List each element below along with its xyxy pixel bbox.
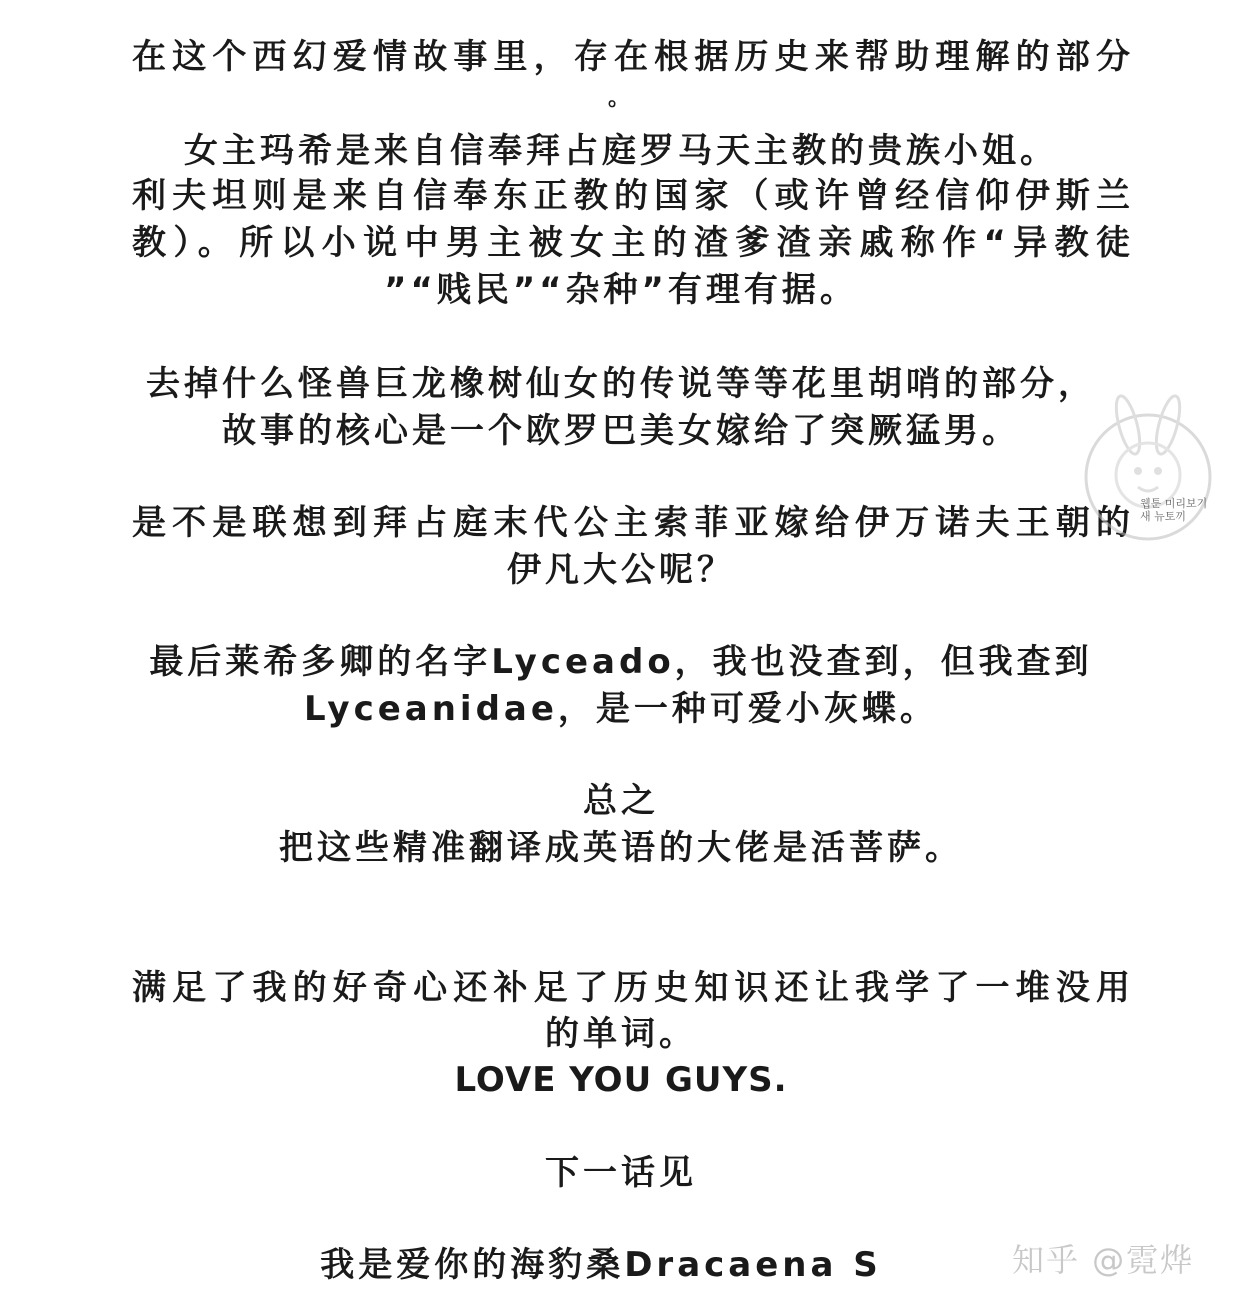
text-line-17: LOVE YOU GUYS. (454, 1060, 788, 1100)
watermark-logo-text (1140, 497, 1207, 523)
text-line-9: 是不是联想到拜占庭末代公主索菲亚嫁给伊万诺夫王朝的 (132, 503, 1132, 543)
text-line-16: 的单词。 (545, 1014, 697, 1054)
text-line-7: 去掉什么怪兽巨龙橡树仙女的传说等等花里胡哨的部分， (146, 364, 1096, 404)
text-line-19: 我是爱你的海豹桑Dracaena S (320, 1245, 882, 1285)
text-line-1: 在这个西幻爱情故事里，存在根据历史来帮助理解的部分 (132, 37, 1132, 77)
text-line-3: 女主玛希是来自信奉拜占庭罗马天主教的贵族小姐。 (184, 131, 1058, 171)
text-line-13: 总之 (583, 781, 659, 821)
text-line-15: 满足了我的好奇心还补足了历史知识还让我学了一堆没用 (132, 968, 1132, 1008)
watermark-logo-icon (1068, 385, 1228, 555)
text-line-2: 。 (607, 86, 634, 111)
text-line-4: 利夫坦则是来自信奉东正教的国家（或许曾经信仰伊斯兰 (132, 176, 1132, 216)
text-line-6: ”“贱民”“杂种”有理有据。 (384, 270, 858, 310)
text-line-18: 下一话见 (545, 1153, 697, 1193)
text-line-10: 伊凡大公呢？ (507, 550, 735, 590)
text-line-14: 把这些精准翻译成英语的大佬是活菩萨。 (279, 828, 963, 868)
text-line-5: 教）。所以小说中男主被女主的渣爹渣亲戚称作“异教徒 (132, 223, 1132, 263)
text-line-12: Lyceanidae，是一种可爱小灰蝶。 (304, 689, 938, 729)
text-line-11: 最后莱希多卿的名字Lyceado，我也没查到，但我查到 (149, 642, 1093, 682)
text-line-8: 故事的核心是一个欧罗巴美女嫁给了突厥猛男。 (222, 411, 1020, 451)
watermark-logo-text-line1: 웹툰 미리보기 (1140, 497, 1208, 510)
watermark-logo-text-line2: 새 뉴토끼 (1140, 510, 1187, 523)
zhihu-watermark: 知乎 @霓烨 (1012, 1241, 1195, 1279)
